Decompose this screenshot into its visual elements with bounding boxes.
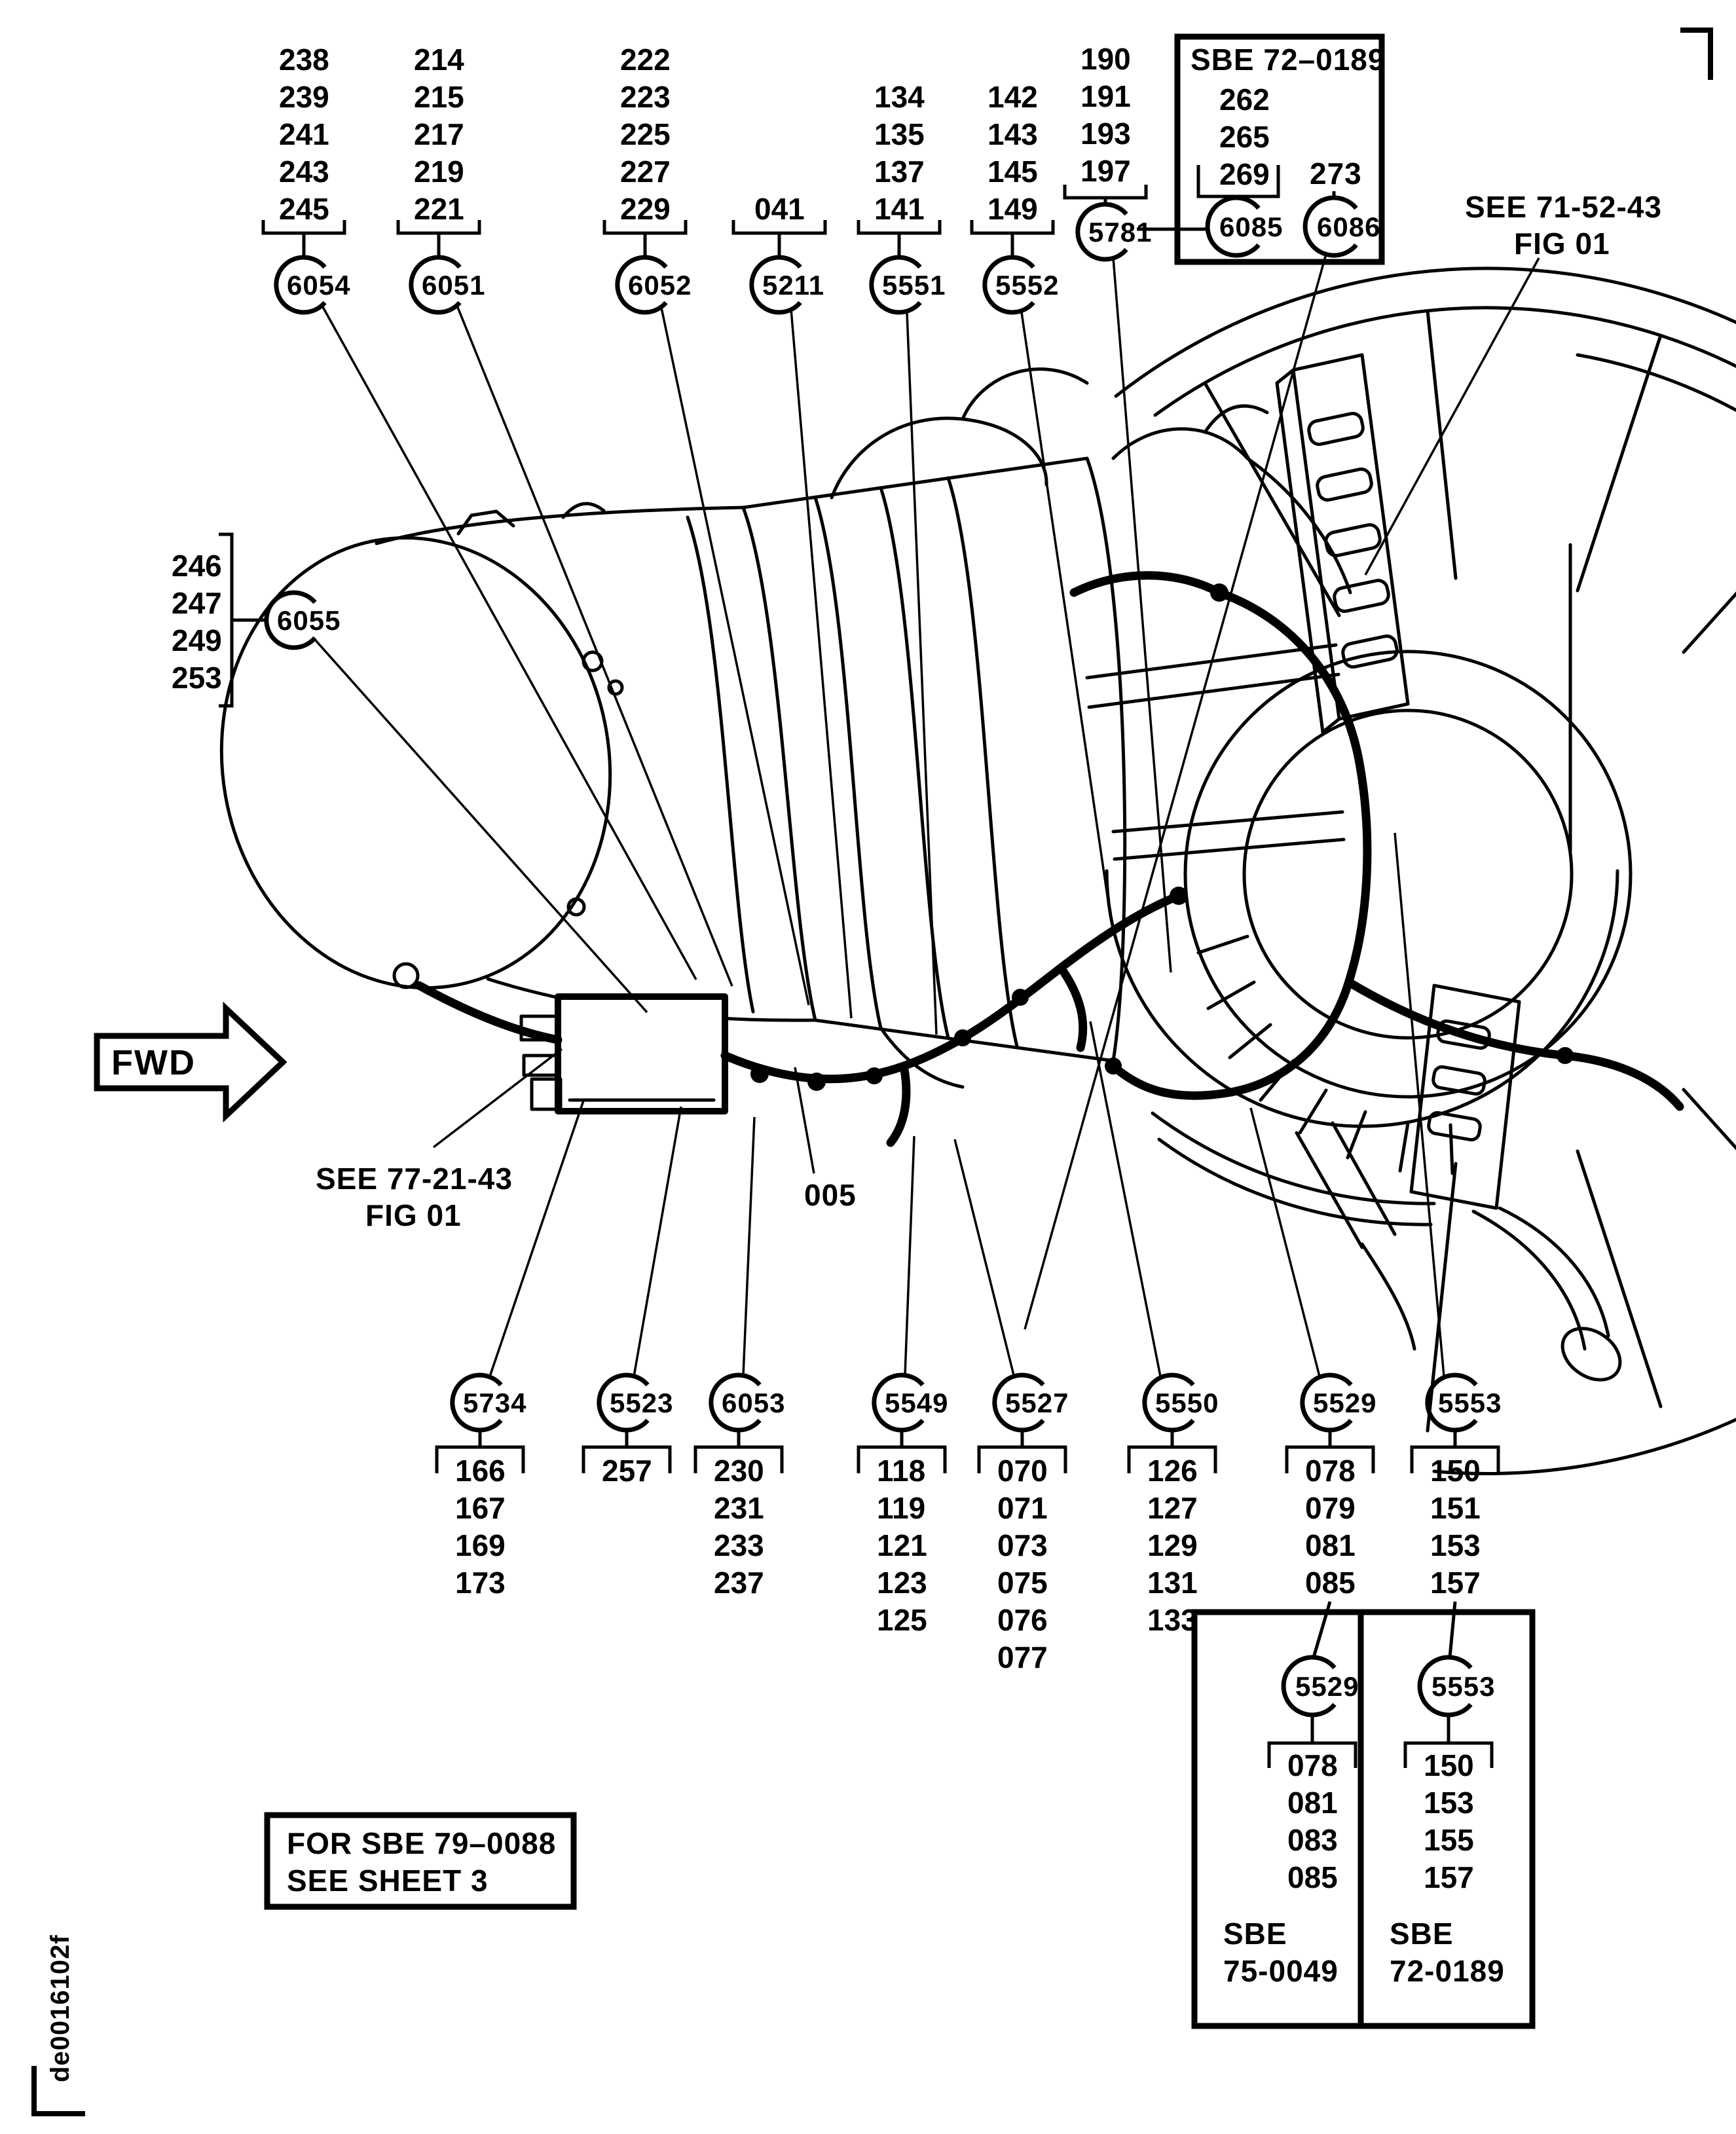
part-item-number: 191 xyxy=(1080,79,1131,113)
callout-circle-label: 5527 xyxy=(1005,1388,1069,1418)
part-item-number: 247 xyxy=(172,586,222,620)
part-item-number: 173 xyxy=(455,1566,506,1600)
part-item-number: 079 xyxy=(1305,1491,1356,1525)
part-item-number: 133 xyxy=(1147,1603,1198,1637)
part-item-number: 134 xyxy=(874,80,925,114)
part-item-number: 129 xyxy=(1147,1528,1198,1562)
callout-circle-label: 6054 xyxy=(287,270,351,301)
part-item-number: 131 xyxy=(1147,1566,1198,1600)
callout-circle-label: 5553 xyxy=(1431,1671,1496,1702)
cross-ref-77-21-43: SEE 77-21-43 xyxy=(316,1162,513,1196)
part-item-number: 073 xyxy=(997,1528,1048,1562)
part-item-number: 246 xyxy=(172,549,222,583)
part-item-number: 127 xyxy=(1147,1491,1198,1525)
drawing-id: de0016102f xyxy=(46,1934,75,2082)
callout-circle-label: 5549 xyxy=(885,1388,949,1418)
callout-circle-label: 5781 xyxy=(1088,217,1153,248)
part-item-number: 141 xyxy=(874,192,925,226)
leader-line xyxy=(1251,1108,1320,1376)
leader-line xyxy=(1365,258,1539,575)
callout-circle-label: 5550 xyxy=(1155,1388,1219,1418)
callout-circle-label: 6055 xyxy=(277,605,341,636)
part-number-list xyxy=(1424,1747,1474,1896)
callout-circle-label: 6086 xyxy=(1317,212,1381,242)
item-005-label: 005 xyxy=(804,1178,857,1212)
part-item-number: 145 xyxy=(988,155,1038,189)
part-item-number: 121 xyxy=(877,1528,927,1562)
part-item-number: 219 xyxy=(414,155,464,189)
part-number-list xyxy=(874,79,925,228)
part-item-number: 239 xyxy=(279,80,329,114)
part-item-number: 225 xyxy=(620,117,671,151)
part-item-number: 157 xyxy=(1424,1860,1474,1894)
part-item-number: 253 xyxy=(172,661,222,695)
part-item-number: 081 xyxy=(1287,1786,1338,1820)
part-item-number: 143 xyxy=(988,117,1038,151)
sbe-ref-label: SBE xyxy=(1390,1917,1454,1951)
callout-circle-label: 5211 xyxy=(762,270,825,301)
part-item-number: 241 xyxy=(279,117,329,151)
part-item-number: 071 xyxy=(997,1491,1048,1525)
part-item-number: 151 xyxy=(1430,1491,1481,1525)
part-item-number: 075 xyxy=(997,1566,1048,1600)
leader-line xyxy=(634,1107,681,1376)
part-item-number: 230 xyxy=(714,1454,764,1488)
part-item-number: 237 xyxy=(714,1566,764,1600)
leader-line xyxy=(457,306,732,986)
part-item-number: 125 xyxy=(877,1603,927,1637)
part-number-list xyxy=(997,1452,1048,1676)
callout-circle-label: 5551 xyxy=(882,270,946,301)
leader-line xyxy=(1395,833,1444,1376)
part-item-number: 083 xyxy=(1287,1823,1338,1857)
part-item-number: 227 xyxy=(620,155,671,189)
leader-line xyxy=(434,1049,562,1147)
cross-ref-71-52-43-fig: FIG 01 xyxy=(1514,227,1610,261)
part-item-number: 221 xyxy=(414,192,464,226)
callout-circle-label: 5529 xyxy=(1313,1388,1377,1418)
part-item-number: 149 xyxy=(988,192,1038,226)
part-item-number: 217 xyxy=(414,117,464,151)
part-item-number: 137 xyxy=(874,155,925,189)
part-item-number: 273 xyxy=(1310,156,1362,191)
part-number-list xyxy=(988,79,1038,228)
part-number-list xyxy=(714,1452,764,1602)
part-item-number: 269 xyxy=(1219,157,1270,191)
leader-line xyxy=(743,1117,754,1375)
part-item-number: 142 xyxy=(988,80,1038,114)
part-number-list xyxy=(620,41,671,228)
part-number-list xyxy=(754,191,805,228)
part-number-list xyxy=(455,1452,506,1602)
part-item-number: 190 xyxy=(1080,42,1131,76)
part-number-list xyxy=(1430,1452,1481,1602)
leader-line xyxy=(905,1136,914,1375)
part-item-number: 262 xyxy=(1219,83,1270,117)
sbe-ref-number: 72-0189 xyxy=(1390,1954,1505,1988)
part-item-number: 233 xyxy=(714,1528,764,1562)
leader-line xyxy=(955,1139,1014,1375)
sbe-ref-number: 75-0049 xyxy=(1223,1954,1339,1988)
callout-circle-label: 6053 xyxy=(722,1388,786,1418)
callout-circle-label: 5552 xyxy=(995,270,1060,301)
part-item-number: 167 xyxy=(455,1491,506,1525)
leader-line xyxy=(1022,312,1110,913)
part-item-number: 243 xyxy=(279,155,329,189)
part-item-number: 085 xyxy=(1287,1860,1338,1894)
fwd-label: FWD xyxy=(111,1043,196,1082)
part-item-number: 081 xyxy=(1305,1528,1356,1562)
part-item-number: 157 xyxy=(1430,1566,1481,1600)
sbe-ref-label: SBE xyxy=(1223,1917,1287,1951)
callout-circle-label: 6051 xyxy=(422,270,486,301)
part-number-list xyxy=(602,1452,652,1490)
part-item-number: 257 xyxy=(602,1454,652,1488)
part-item-number: 150 xyxy=(1424,1748,1474,1782)
part-number-list xyxy=(1080,41,1131,190)
sbe-note-line: FOR SBE 79–0088 xyxy=(287,1826,557,1860)
part-item-number: 135 xyxy=(874,117,925,151)
part-item-number: 118 xyxy=(877,1454,926,1488)
sbe-note-line: SEE SHEET 3 xyxy=(287,1864,489,1898)
part-item-number: 166 xyxy=(455,1454,506,1488)
leader-line xyxy=(490,1099,584,1376)
part-item-number: 214 xyxy=(414,43,464,77)
part-item-number: 076 xyxy=(997,1603,1048,1637)
cross-ref-77-21-43-fig: FIG 01 xyxy=(365,1198,462,1232)
part-item-number: 077 xyxy=(997,1640,1048,1674)
callout-circle-label: 6085 xyxy=(1219,212,1284,242)
part-item-number: 150 xyxy=(1430,1454,1481,1488)
part-number-list xyxy=(1287,1747,1338,1896)
part-item-number: 126 xyxy=(1147,1454,1198,1488)
part-item-number: 078 xyxy=(1287,1748,1338,1782)
part-number-list xyxy=(172,547,222,697)
part-number-list xyxy=(1305,1452,1356,1602)
part-item-number: 070 xyxy=(997,1454,1048,1488)
part-item-number: 041 xyxy=(754,192,805,226)
part-item-number: 222 xyxy=(620,43,671,77)
part-item-number: 123 xyxy=(877,1566,927,1600)
part-item-number: 245 xyxy=(279,192,329,226)
part-item-number: 085 xyxy=(1305,1566,1356,1600)
part-number-list xyxy=(1219,81,1270,193)
part-number-list xyxy=(414,41,464,228)
corner-mark xyxy=(1680,30,1710,80)
bracket xyxy=(219,534,267,706)
part-item-number: 249 xyxy=(172,623,222,657)
part-item-number: 078 xyxy=(1305,1454,1356,1488)
callout-circle-label: 5529 xyxy=(1295,1671,1359,1702)
leader-line xyxy=(322,306,696,980)
part-item-number: 238 xyxy=(279,43,329,77)
part-item-number: 153 xyxy=(1424,1786,1474,1820)
part-item-number: 229 xyxy=(620,192,671,226)
part-item-number: 153 xyxy=(1430,1528,1481,1562)
part-item-number: 193 xyxy=(1080,117,1131,151)
part-item-number: 197 xyxy=(1080,154,1131,188)
callout-circle-label: 5553 xyxy=(1438,1388,1502,1418)
part-item-number: 265 xyxy=(1219,120,1270,154)
part-number-list xyxy=(279,41,329,228)
engine-illustration xyxy=(187,268,1736,1474)
part-item-number: 231 xyxy=(714,1491,764,1525)
part-number-list xyxy=(1147,1452,1198,1639)
leader-line xyxy=(1025,254,1326,1329)
leader-lines xyxy=(316,254,1539,1376)
callout-circle-label: 5734 xyxy=(463,1388,527,1418)
part-item-number: 169 xyxy=(455,1528,506,1562)
callout-circle-label: 6052 xyxy=(628,270,692,301)
part-number-list xyxy=(877,1452,927,1639)
sbe-box-title: SBE 72–0189 xyxy=(1191,43,1386,77)
part-item-number: 155 xyxy=(1424,1823,1474,1857)
part-item-number: 223 xyxy=(620,80,671,114)
part-item-number: 119 xyxy=(877,1491,926,1525)
cross-ref-71-52-43: SEE 71-52-43 xyxy=(1465,190,1662,224)
leader-line xyxy=(661,308,809,1005)
part-item-number: 215 xyxy=(414,80,464,114)
callout-circle-label: 5523 xyxy=(610,1388,674,1418)
